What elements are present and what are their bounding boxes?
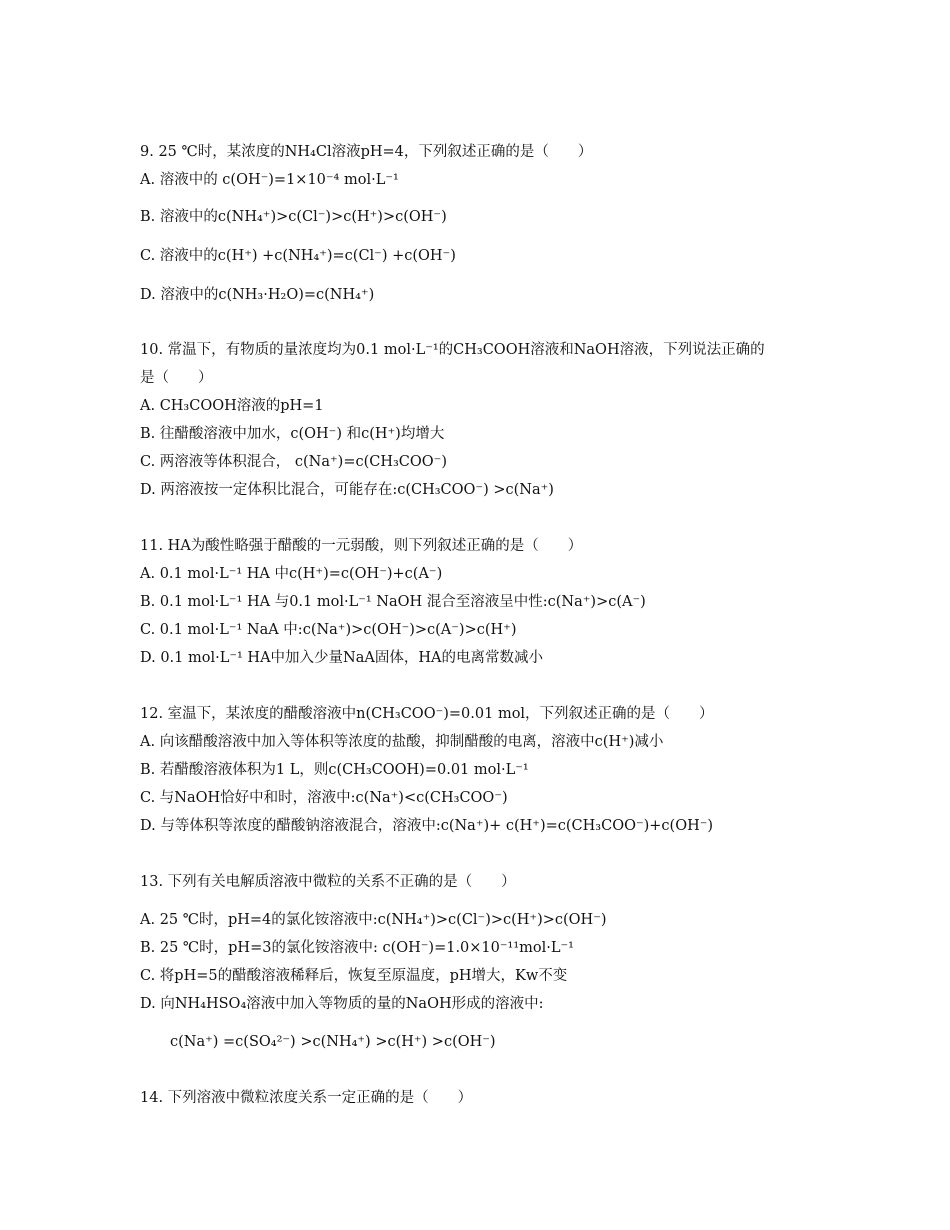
q9-stem: 9. 25 ℃时，某浓度的NH₄Cl溶液pH=4，下列叙述正确的是（ ） (140, 144, 593, 160)
q12-option-a: A. 向该醋酸溶液中加入等体积等浓度的盐酸，抑制醋酸的电离，溶液中c(H⁺)减小 (140, 734, 664, 750)
q10-option-c: C. 两溶液等体积混合， c(Na⁺)=c(CH₃COO⁻) (140, 454, 447, 470)
q10-stem-line2: 是（ ） (140, 370, 213, 386)
q12-option-c: C. 与NaOH恰好中和时，溶液中:c(Na⁺)<c(CH₃COO⁻) (140, 790, 508, 806)
q10-option-a: A. CH₃COOH溶液的pH=1 (140, 398, 324, 414)
q9-option-b: B. 溶液中的c(NH₄⁺)>c(Cl⁻)>c(H⁺)>c(OH⁻) (140, 209, 447, 225)
q11-option-d: D. 0.1 mol·L⁻¹ HA中加入少量NaA固体，HA的电离常数减小 (140, 650, 543, 666)
q11-stem: 11. HA为酸性略强于醋酸的一元弱酸，则下列叙述正确的是（ ） (140, 538, 583, 554)
q13-stem: 13. 下列有关电解质溶液中微粒的关系不正确的是（ ） (140, 874, 516, 890)
q9-option-a: A. 溶液中的 c(OH⁻)=1×10⁻⁴ mol·L⁻¹ (140, 172, 399, 188)
q13-option-d: D. 向NH₄HSO₄溶液中加入等物质的量的NaOH形成的溶液中: (140, 996, 544, 1012)
q13-option-d-formula: c(Na⁺) =c(SO₄²⁻) >c(NH₄⁺) >c(H⁺) >c(OH⁻) (170, 1034, 496, 1050)
q9-option-c: C. 溶液中的c(H⁺) +c(NH₄⁺)=c(Cl⁻) +c(OH⁻) (140, 248, 456, 264)
q11-option-b: B. 0.1 mol·L⁻¹ HA 与0.1 mol·L⁻¹ NaOH 混合至溶液呈中性:c(Na⁺)>c(A⁻) (140, 594, 646, 610)
q13-option-a: A. 25 ℃时，pH=4的氯化铵溶液中:c(NH₄⁺)>c(Cl⁻)>c(H⁺)>c(OH⁻) (140, 912, 607, 928)
q9-option-d: D. 溶液中的c(NH₃·H₂O)=c(NH₄⁺) (140, 287, 375, 303)
q11-option-a: A. 0.1 mol·L⁻¹ HA 中c(H⁺)=c(OH⁻)+c(A⁻) (140, 566, 443, 582)
q12-option-b: B. 若醋酸溶液体积为1 L，则c(CH₃COOH)=0.01 mol·L⁻¹ (140, 762, 529, 778)
q10-option-d: D. 两溶液按一定体积比混合，可能存在:c(CH₃COO⁻) >c(Na⁺) (140, 482, 554, 498)
q12-stem: 12. 室温下，某浓度的醋酸溶液中n(CH₃COO⁻)=0.01 mol，下列叙述正确的是（ ） (140, 706, 714, 722)
q11-option-c: C. 0.1 mol·L⁻¹ NaA 中:c(Na⁺)>c(OH⁻)>c(A⁻)>c(H⁺) (140, 622, 517, 638)
q10-stem-line1: 10. 常温下，有物质的量浓度均为0.1 mol·L⁻¹的CH₃COOH溶液和NaOH溶液，下列说法正确的 (140, 342, 765, 358)
q12-option-d: D. 与等体积等浓度的醋酸钠溶液混合，溶液中:c(Na⁺)+ c(H⁺)=c(CH₃COO⁻)+c(OH⁻) (140, 818, 714, 834)
q10-option-b: B. 往醋酸溶液中加水，c(OH⁻) 和c(H⁺)均增大 (140, 426, 445, 442)
q14-stem: 14. 下列溶液中微粒浓度关系一定正确的是（ ） (140, 1090, 473, 1106)
q13-option-b: B. 25 ℃时，pH=3的氯化铵溶液中: c(OH⁻)=1.0×10⁻¹¹mol·L⁻¹ (140, 940, 574, 956)
q13-option-c: C. 将pH=5的醋酸溶液稀释后，恢复至原温度，pH增大，Kw不变 (140, 968, 568, 984)
